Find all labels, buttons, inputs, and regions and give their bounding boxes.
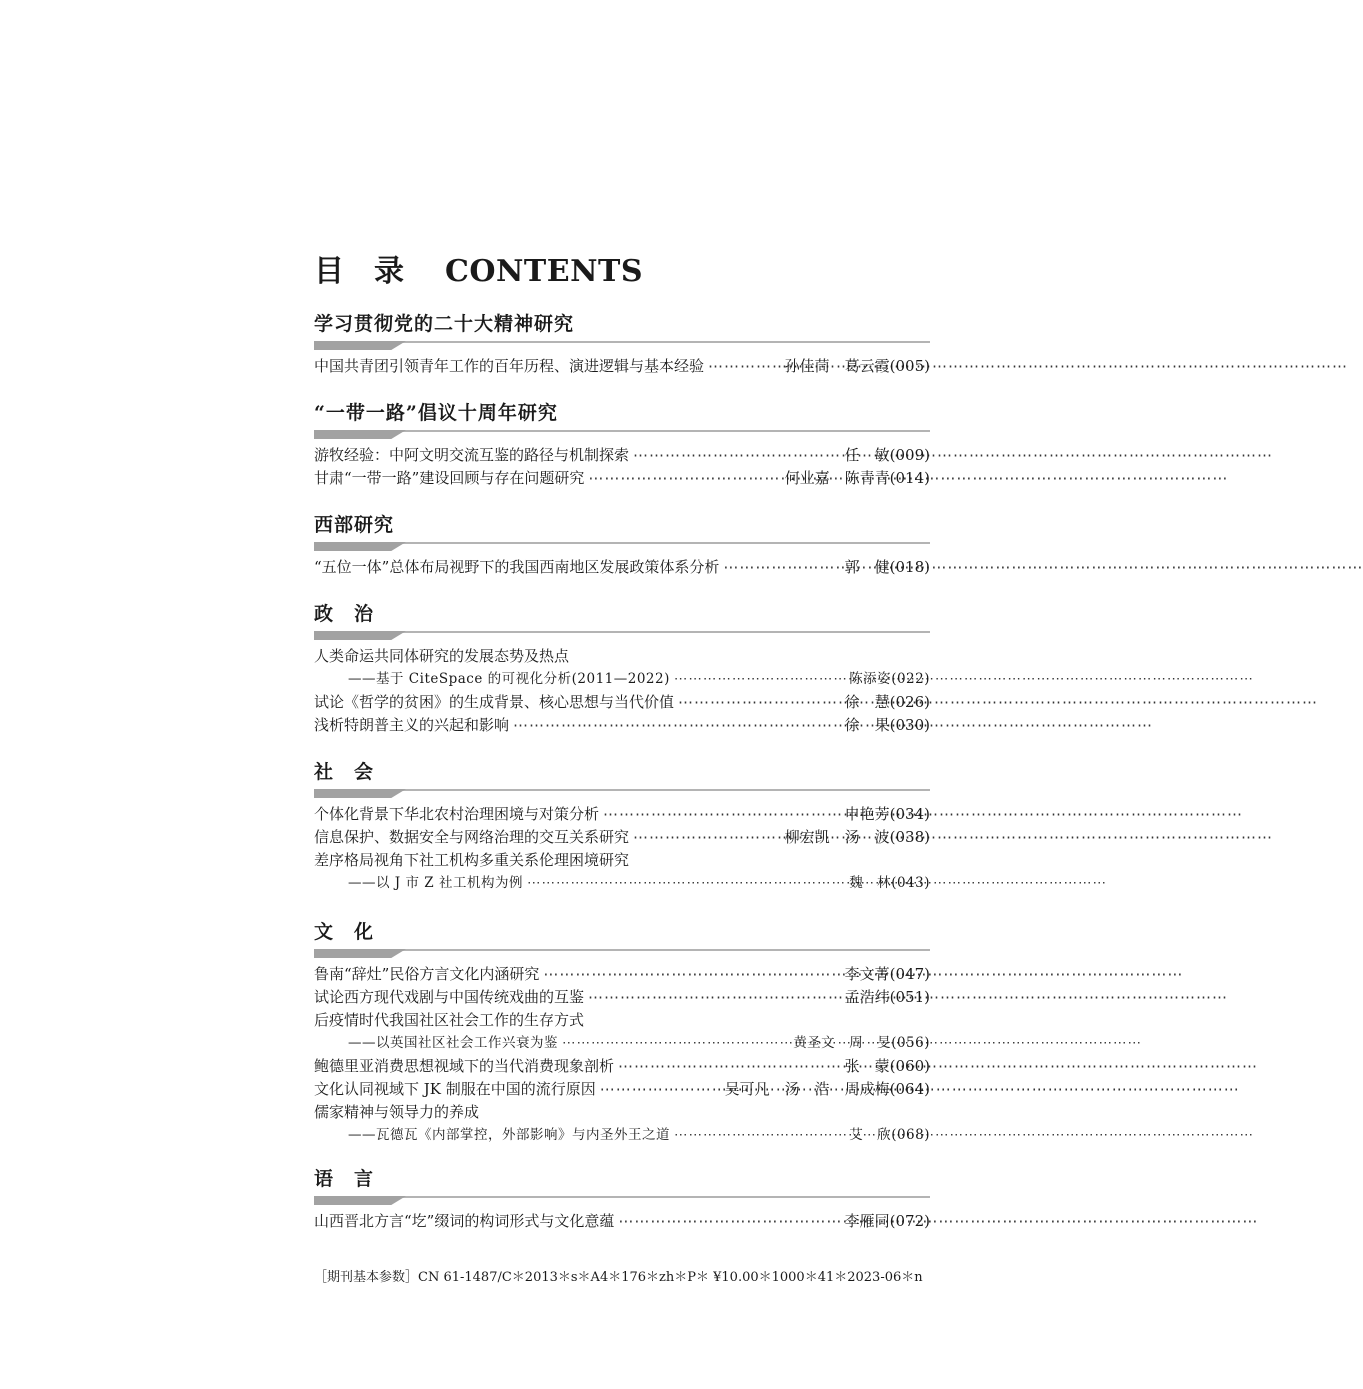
- section-header: [314, 1158, 930, 1206]
- toc-entry[interactable]: [314, 963, 930, 986]
- dot-leader: [539, 963, 844, 986]
- section-rule: [314, 341, 930, 343]
- dot-leader: [704, 355, 785, 378]
- entry-title: 浅析特朗普主义的兴起和影响: [314, 716, 510, 734]
- section-header: [314, 504, 930, 552]
- entry-title: 鲍德里亚消费思想视域下的当代消费现象剖析: [314, 1057, 615, 1075]
- toc-entry[interactable]: [314, 444, 930, 467]
- entry-authors: 申艳芳: [844, 805, 890, 823]
- toc-section: [314, 593, 930, 737]
- dot-leader: [670, 668, 849, 691]
- entry-title: 信息保护、数据安全与网络治理的交互关系研究: [314, 828, 630, 846]
- toc-section: [314, 911, 930, 1147]
- section-header: [314, 392, 930, 440]
- dot-leader: [614, 1210, 844, 1233]
- entry-page-number: (060): [889, 1057, 930, 1075]
- dot-leader: [629, 826, 785, 849]
- entry-page-number: (056): [891, 1035, 930, 1051]
- entry-list: [314, 799, 930, 895]
- section-title: 政 治: [314, 603, 375, 625]
- entry-title: 甘肃“一带一路”建设回顾与存在问题研究: [314, 469, 585, 487]
- section-accent-bar: [314, 542, 406, 551]
- toc-subtitle-row[interactable]: [314, 668, 930, 691]
- entry-page-number: (038): [889, 828, 930, 846]
- entry-authors: 孟浩纬: [844, 988, 890, 1006]
- entry-page-number: (051): [889, 988, 930, 1006]
- toc-section: [314, 1158, 930, 1233]
- entry-title: 文化认同视域下 JK 制服在中国的流行原因: [314, 1080, 596, 1098]
- entry-page-number: (034): [889, 805, 930, 823]
- toc-entry[interactable]: [314, 691, 930, 714]
- journal-parameters: ［期刊基本参数］CN 61-1487/C＊2013＊s＊A4＊176＊zh＊P＊ ¥10.00＊1000＊41＊2023-06＊n: [314, 1270, 923, 1285]
- entry-title: ——以 J 市 Z 社工机构为例: [348, 875, 523, 891]
- section-rule: [314, 631, 930, 633]
- entry-title: 儒家精神与领导力的养成: [314, 1103, 480, 1121]
- toc-entry[interactable]: [314, 1101, 930, 1124]
- entry-title: 鲁南“辞灶”民俗方言文化内涵研究: [314, 965, 540, 983]
- toc-entry[interactable]: [314, 986, 930, 1009]
- entry-authors: 陈添姿: [849, 671, 892, 687]
- section-accent-bar: [314, 1196, 406, 1205]
- section-rule: [314, 430, 930, 432]
- entry-title: 差序格局视角下社工机构多重关系伦理困境研究: [314, 851, 630, 869]
- toc-entry[interactable]: [314, 849, 930, 872]
- entry-list: [314, 552, 930, 579]
- entry-authors: 徐 慧: [844, 693, 890, 711]
- toc-entry[interactable]: [314, 645, 930, 668]
- entry-page-number: (022): [891, 671, 930, 687]
- entry-authors: 张 蒙: [844, 1057, 890, 1075]
- dot-leader: [674, 691, 845, 714]
- toc-section: [314, 751, 930, 895]
- title-en: CONTENTS: [444, 254, 643, 289]
- entry-page-number: (018): [889, 558, 930, 576]
- section-rule: [314, 949, 930, 951]
- section-rule: [314, 789, 930, 791]
- dot-leader: [509, 714, 845, 737]
- dot-leader: [558, 1032, 793, 1055]
- entry-title: 试论西方现代戏剧与中国传统戏曲的互鉴: [314, 988, 585, 1006]
- section-title: 西部研究: [314, 514, 395, 536]
- toc-subtitle-row[interactable]: [314, 1124, 930, 1147]
- toc-entry[interactable]: [314, 467, 930, 490]
- entry-authors: 柳宏凯 汤 波: [784, 828, 890, 846]
- section-rule: [314, 542, 930, 544]
- dot-leader: [584, 986, 845, 1009]
- toc-entry[interactable]: [314, 714, 930, 737]
- toc-entry[interactable]: [314, 355, 930, 378]
- entry-page-number: (068): [891, 1127, 930, 1143]
- entry-page-number: (009): [889, 446, 930, 464]
- toc-entry[interactable]: [314, 1210, 930, 1233]
- entry-title: 后疫情时代我国社区社会工作的生存方式: [314, 1011, 585, 1029]
- entry-page-number: (026): [889, 693, 930, 711]
- dot-leader: [719, 556, 844, 579]
- section-title: 文 化: [314, 921, 375, 943]
- entry-page-number: (064): [889, 1080, 930, 1098]
- section-accent-bar: [314, 631, 406, 640]
- entry-authors: 艾 欣: [849, 1127, 892, 1143]
- toc-section: [314, 504, 930, 579]
- entry-authors: 吴可凡 汤 浩 周成梅: [724, 1080, 890, 1098]
- section-title: 社 会: [314, 761, 375, 783]
- section-header: [314, 911, 930, 959]
- toc-section: [314, 303, 930, 378]
- entry-title: ——瓦德瓦《内部掌控，外部影响》与内圣外王之道: [348, 1127, 670, 1143]
- entry-list: [314, 351, 930, 378]
- toc-subtitle-row[interactable]: [314, 1032, 930, 1055]
- entry-authors: 任 敏: [844, 446, 890, 464]
- entry-title: “五位一体”总体布局视野下的我国西南地区发展政策体系分析: [314, 558, 720, 576]
- dot-leader: [670, 1124, 849, 1147]
- entry-title: 游牧经验：中阿文明交流互鉴的路径与机制探索: [314, 446, 630, 464]
- page-title: [314, 246, 643, 290]
- entry-list: [314, 959, 930, 1147]
- toc-entry[interactable]: [314, 826, 930, 849]
- entry-title: 人类命运共同体研究的发展态势及热点: [314, 647, 570, 665]
- section-title: “一带一路”倡议十周年研究: [314, 402, 558, 424]
- entry-title: 试论《哲学的贫困》的生成背景、核心思想与当代价值: [314, 693, 675, 711]
- entry-title: 个体化背景下华北农村治理困境与对策分析: [314, 805, 600, 823]
- dot-leader: [523, 872, 849, 895]
- entry-title: 山西晋北方言“圪”缀词的构词形式与文化意蕴: [314, 1212, 615, 1230]
- toc-entry[interactable]: [314, 1009, 930, 1032]
- entry-title: 中国共青团引领青年工作的百年历程、演进逻辑与基本经验: [314, 357, 705, 375]
- entry-authors: 李雁同: [844, 1212, 890, 1230]
- dot-leader: [584, 467, 784, 490]
- section-title: 语 言: [314, 1168, 375, 1190]
- entry-authors: 徐 果: [844, 716, 890, 734]
- dot-leader: [614, 1055, 845, 1078]
- entry-authors: 黄圣文 周 旻: [793, 1035, 892, 1051]
- section-header: [314, 593, 930, 641]
- entry-page-number: (030): [889, 716, 930, 734]
- entry-list: [314, 1206, 930, 1233]
- section-header: [314, 303, 930, 351]
- section-accent-bar: [314, 789, 406, 798]
- entry-authors: 魏 林: [849, 875, 892, 891]
- section-title: 学习贯彻党的二十大精神研究: [314, 313, 575, 335]
- toc-entry[interactable]: [314, 1078, 930, 1101]
- section-rule: [314, 1196, 930, 1198]
- entry-authors: 孙佳茼 葛云霞: [784, 357, 890, 375]
- title-cn: 目录: [314, 254, 434, 289]
- section-accent-bar: [314, 430, 406, 439]
- dot-leader: [599, 803, 845, 826]
- entry-title: ——以英国社区社会工作兴衰为鉴: [348, 1035, 558, 1051]
- section-accent-bar: [314, 341, 406, 350]
- entry-page-number: (043): [891, 875, 930, 891]
- entry-authors: 何业嘉 陈青青: [784, 469, 890, 487]
- entry-page-number: (047): [889, 965, 930, 983]
- toc-subtitle-row[interactable]: [314, 872, 930, 895]
- dot-leader: [629, 444, 845, 467]
- section-accent-bar: [314, 949, 406, 958]
- section-header: [314, 751, 930, 799]
- entry-authors: 李文菁: [844, 965, 890, 983]
- toc-entry[interactable]: [314, 556, 930, 579]
- entry-page-number: (014): [889, 469, 930, 487]
- toc-section: [314, 392, 930, 490]
- entry-list: [314, 440, 930, 490]
- toc-entry[interactable]: [314, 1055, 930, 1078]
- entry-page-number: (072): [889, 1212, 930, 1230]
- toc-entry[interactable]: [314, 803, 930, 826]
- entry-page-number: (005): [889, 357, 930, 375]
- entry-authors: 郭 健: [844, 558, 890, 576]
- entry-title: ——基于 CiteSpace 的可视化分析(2011—2022): [348, 671, 670, 687]
- dot-leader: [596, 1078, 725, 1101]
- entry-list: [314, 641, 930, 737]
